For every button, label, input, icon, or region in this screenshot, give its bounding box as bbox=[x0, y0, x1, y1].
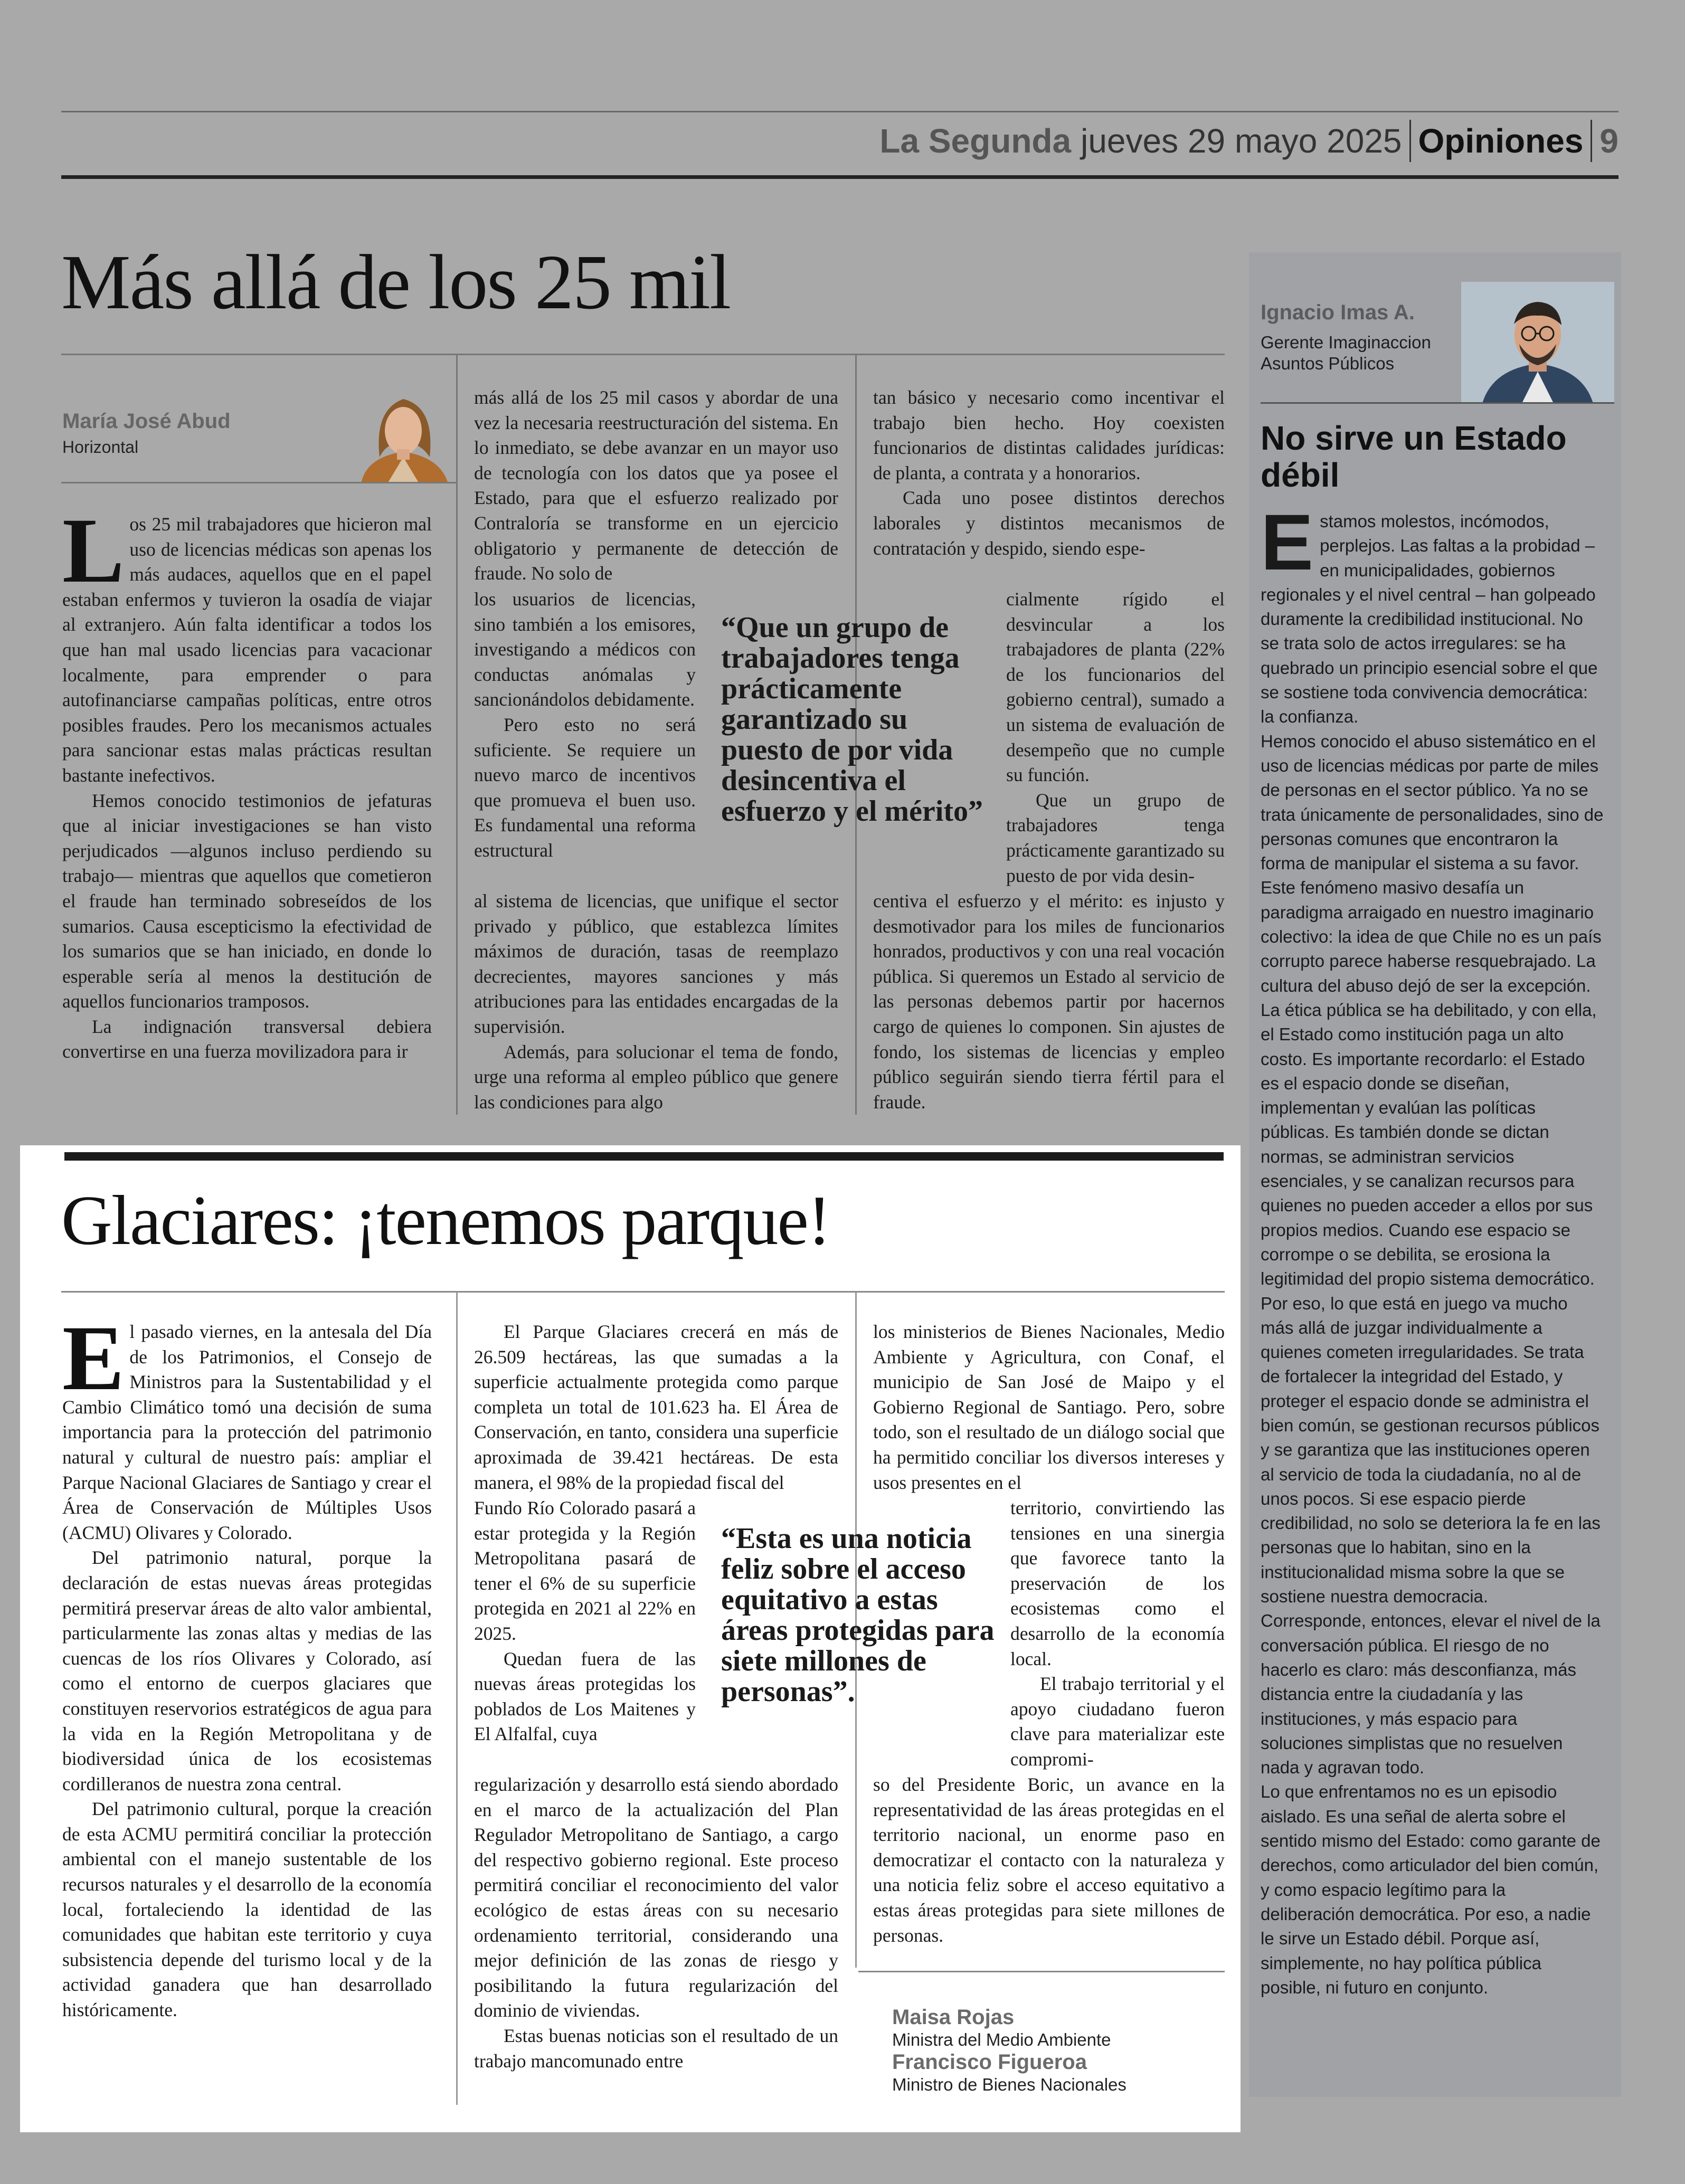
paragraph: so del Presidente Boric, un avance en la representatividad de las áreas protegidas en el territorio nacional, un enorme paso en democratizar el contacto con la naturaleza y una noticia feliz sobre el acceso equitativo a estas áreas protegidas para siete millones de personas. bbox=[873, 1774, 1225, 1946]
author-photo-ignacio-imas bbox=[1461, 282, 1614, 403]
dropcap: E bbox=[1261, 498, 1314, 586]
article2-headline: Glaciares: ¡tenemos parque! bbox=[61, 1181, 830, 1259]
dropcap: L bbox=[62, 499, 125, 602]
author-role: Horizontal bbox=[62, 438, 139, 457]
paragraph: Estas buenas noticias son el resultado de un trabajo mancomunado entre bbox=[474, 2025, 838, 2072]
article1-author bbox=[62, 410, 231, 457]
article2-top-bar bbox=[64, 1152, 1224, 1161]
article2-signoff bbox=[892, 2006, 1127, 2095]
paragraph: Lo que enfrentamos no es un episodio aislado. Es una señal de alerta sobre el sentido mismo del Estado: como garante de derechos, como articulador del bien común, y como espacio legítimo para la deliberación democrática. Por eso, a nadie le sirve un Estado débil. Porque así, simplemente, no hay política pública posible, ni futuro en conjunto. bbox=[1261, 1782, 1601, 1997]
paragraph: l pasado viernes, en la antesala del Día de los Patrimonios, el Consejo de Ministros para la Sustentabilidad y el Cambio Climático tomó una decisión de suma importancia para la protección del patrimonio natural y cultural de nuestro país: ampliar el Parque Nacional Glaciares de Santiago y crear el Área de Conservación de Múltiples Usos (ACMU) Olivares y Colorado. bbox=[62, 1321, 432, 1543]
article1-pullquote: “Que un grupo de trabajadores tenga prácticamente garantizado su puesto de por vida desincentiva el esfuerzo y el mérito” bbox=[721, 611, 983, 828]
paragraph: Corresponde, entonces, elevar el nivel de la conversación pública. El riesgo de no hacerlo es claro: más desconfianza, más distancia entre la ciudadanía y las instituciones, y más espacio para soluciones simplistas que no resuelven nada y agravan todo. bbox=[1261, 1611, 1601, 1778]
article2-column-2-narrow bbox=[474, 1496, 696, 1747]
masthead-separator bbox=[1591, 120, 1592, 162]
masthead bbox=[879, 117, 1618, 165]
page-number: 9 bbox=[1599, 122, 1618, 160]
author-role bbox=[1261, 332, 1431, 374]
paragraph: los ministerios de Bienes Nacionales, Medio Ambiente y Agricultura, con Conaf, el municipio de San José de Maipo y el Gobierno Regional de Santiago. Pero, sobre todo, son el resultado de un diálogo social que ha permitido conciliar los diversos intereses y usos presentes en el bbox=[873, 1321, 1225, 1493]
column-divider bbox=[456, 1292, 458, 2105]
paragraph: Cada uno posee distintos derechos laborales y distintos mecanismos de contratación y despido, siendo espe- bbox=[873, 487, 1225, 559]
masthead-separator bbox=[1409, 120, 1411, 162]
paragraph: La ética pública se ha debilitado, y con ella, el Estado como institución paga un alto costo. Es importante recordarlo: el Estado es el espacio donde se diseñan, implementan y evalúan las políticas públicas. Es también donde se dictan normas, se administran servicios esenciales, y se canalizan recursos para quienes no pueden acceder a ellos por sus propios medios. Cuando ese espacio se corrompe o se debilita, se erosiona la legitimidad del propio sistema democrático. bbox=[1261, 1000, 1597, 1289]
article2-column-3-top bbox=[873, 1319, 1225, 1495]
paragraph: La indignación transversal debiera convertirse en una fuerza movilizadora para ir bbox=[62, 1015, 432, 1062]
article2-column-2-bottom bbox=[474, 1772, 838, 2074]
signoff-rule bbox=[858, 1971, 1225, 1972]
paragraph: centiva el esfuerzo y el mérito: es injusto y desmotivador para los miles de funcionarios honrados, productivos y con una real vocación pública. Si queremos un Estado al servicio de las personas debemos partir por hacernos cargo de quienes lo componen. Sin ajustes de fondo, los sistemas de licencias y empleo público seguirán siendo tierra fértil para el fraude. bbox=[873, 890, 1225, 1113]
paragraph: El trabajo territorial y el apoyo ciudadano fueron clave para materializar este compromi- bbox=[1010, 1673, 1225, 1770]
paragraph: cialmente rígido el desvincular a los trabajadores de planta (22% de los funcionarios del gobierno central), sumado a un sistema de evaluación de desempeño que no cumple su función. bbox=[1006, 588, 1225, 786]
author-photo-maria-jose-abud bbox=[351, 378, 456, 483]
article1-headline-rule bbox=[61, 354, 1225, 355]
paragraph: más allá de los 25 mil casos y abordar de una vez la necesaria reestructuración del sistema. En lo inmediato, se debe avanzar en un mayor uso de tecnología con los datos que ya posee el Estado, para que el esfuerzo realizado por Contraloría se transforme en un ejercicio obligatorio y permanente de detección de fraude. No solo de bbox=[474, 387, 838, 584]
paragraph: os 25 mil trabajadores que hicieron mal uso de licencias médicas son apenas los más audaces, aquellos que en el papel estaban enfermos y tuvieron la osadía de viajar al extranjero. Aún falta identificar a todos los que han mal usado licencias para vacacionar localmente, para emprender o para autofinanciarse campañas políticas, entre otros posibles fraudes. Pero los mecanismos actuales para sancionar estas malas prácticas resultan bastante inefectivos. bbox=[62, 514, 432, 786]
newspaper-name: La Segunda bbox=[879, 122, 1072, 160]
author-name: María José Abud bbox=[62, 410, 231, 433]
article2-column-3-narrow bbox=[1010, 1496, 1225, 1772]
author-role-line: Gerente Imaginaccion bbox=[1261, 333, 1431, 352]
paragraph: Del patrimonio natural, porque la declaración de estas nuevas áreas protegidas permitirá preservar áreas de alto valor ambiental, particularmente las zonas altas y medias de las cuencas de los ríos Olivares y Colorado, así como el entorno de cuerpos glaciares que constituyen reservorios estratégicos de agua para la vida en la Región Metropolitana y de biodiversidad única de los ecosistemas cordilleranos de nuestra zona central. bbox=[62, 1547, 432, 1794]
article1-column-3-narrow bbox=[1006, 587, 1225, 888]
paragraph: Fundo Río Colorado pasará a estar protegida y la Región Metropolitana pasará de tener el 6% de su superficie protegida en 2021 al 22% en 2025. bbox=[474, 1497, 696, 1644]
article1-column-3-bottom bbox=[873, 889, 1225, 1115]
article2-column-3-bottom bbox=[873, 1772, 1225, 1948]
paragraph: stamos molestos, incómodos, perplejos. Las faltas a la probidad – en municipalidades, gobiernos regionales y el nivel central – han golpeado duramente la credibilidad institucional. No se trata solo de actos irregulares: se ha quebrado un principio esencial sobre el que se sostiene toda convivencia democrática: la confianza. bbox=[1261, 511, 1598, 727]
column-divider bbox=[456, 355, 458, 1115]
paragraph: Pero esto no será suficiente. Se requiere un nuevo marco de incentivos que promueva el buen uso. Es fundamental una reforma estructural bbox=[474, 714, 696, 861]
author-rule bbox=[61, 482, 457, 483]
paragraph: Además, para solucionar el tema de fondo, urge una reforma al empleo público que genere las condiciones para algo bbox=[474, 1041, 838, 1113]
dropcap: E bbox=[62, 1307, 125, 1410]
sidebar-title: No sirve un Estado débil bbox=[1261, 419, 1567, 494]
masthead-top-rule bbox=[61, 111, 1618, 112]
signer-role: Ministra del Medio Ambiente bbox=[892, 2030, 1111, 2049]
paragraph: territorio, convirtiendo las tensiones en una sinergia que favorece tanto la preservación de los ecosistemas como el desarrollo de la economía local. bbox=[1010, 1497, 1225, 1669]
article1-column-2-bottom bbox=[474, 889, 838, 1115]
article2-column-2-top bbox=[474, 1319, 838, 1495]
article1-column-2-top bbox=[474, 385, 838, 586]
paragraph: Quedan fuera de las nuevas áreas protegidas los poblados de Los Maitenes y El Alfalfal, cuya bbox=[474, 1648, 696, 1745]
section-name: Opiniones bbox=[1418, 122, 1584, 160]
sidebar-author bbox=[1261, 301, 1431, 374]
article1-column-1 bbox=[62, 499, 432, 1065]
paragraph: Hemos conocido testimonios de jefaturas que al iniciar investigaciones se han visto perjudicados —algunos incluso perdiendo su trabajo— mientras que aquellos que cometieron el fraude han terminado sobreseídos de los sumarios. Causa escepticismo la efectividad de los sumarios que se han iniciado, en donde lo esperable sería al menos la destitución de aquellos funcionarios tramposos. bbox=[62, 790, 432, 1012]
article2-pullquote: “Esta es una noticia feliz sobre el acceso equitativo a estas áreas protegidas para siete millones de personas”. bbox=[721, 1522, 995, 1708]
article1-headline: Más allá de los 25 mil bbox=[61, 239, 731, 326]
paragraph: Que un grupo de trabajadores tenga prácticamente garantizado su puesto de por vida desin- bbox=[1006, 789, 1225, 886]
sidebar-body bbox=[1261, 498, 1604, 2000]
author-role-line: Asuntos Públicos bbox=[1261, 354, 1395, 373]
article2-column-1 bbox=[62, 1307, 432, 2023]
paragraph: Del patrimonio cultural, porque la creación de esta ACMU permitirá conciliar la protección ambiental con el manejo sustentable de los recursos naturales y el desarrollo de la economía local, fortaleciendo la identidad de las comunidades que habitan este territorio y cuya subsistencia depende del turismo local y de la actividad ganadera que han desarrollado históricamente. bbox=[62, 1798, 432, 2021]
issue-date: jueves 29 mayo 2025 bbox=[1081, 122, 1402, 160]
paragraph: El Parque Glaciares crecerá en más de 26.509 hectáreas, las que sumadas a la superficie actualmente protegida como parque completa un total de 101.623 ha. El Área de Conservación, en tanto, considera una superficie aproximada de 39.421 hectáreas. De esta manera, el 98% de la propiedad fiscal del bbox=[474, 1321, 838, 1493]
article1-column-2-narrow bbox=[474, 587, 696, 863]
signer-role: Ministro de Bienes Nacionales bbox=[892, 2075, 1127, 2094]
article1-column-3-top bbox=[873, 385, 1225, 561]
signer-name: Francisco Figueroa bbox=[892, 2050, 1087, 2074]
masthead-bottom-rule bbox=[61, 175, 1618, 179]
article2-headline-rule bbox=[61, 1291, 1225, 1293]
signer-name: Maisa Rojas bbox=[892, 2006, 1015, 2029]
paragraph: al sistema de licencias, que unifique el sector privado y público, que establezca límites máximos de duración, tasas de reemplazo decrecientes, mayores sanciones y más atribuciones para las entidades encargadas de la supervisión. bbox=[474, 890, 838, 1037]
paragraph: regularización y desarrollo está siendo abordado en el marco de la actualización del Plan Regulador Metropolitano de Santiago, a cargo del respectivo gobierno regional. Este proceso permitirá conciliar el reconocimiento del valor ecológico de estas áreas con su necesario ordenamiento territorial, considerando una mejor definición de las zonas de riesgo y posibilitando la futura regularización del dominio de viviendas. bbox=[474, 1774, 838, 2021]
sidebar-author-rule bbox=[1261, 402, 1614, 404]
author-name: Ignacio Imas A. bbox=[1261, 301, 1415, 324]
paragraph: los usuarios de licencias, sino también a los emisores, investigando a médicos con conductas anómalas y sancionándolos debidamente. bbox=[474, 588, 696, 710]
paragraph: Hemos conocido el abuso sistemático en el uso de licencias médicas por parte de miles de personas en el sector público. Ya no se trata únicamente de personalidades, sino de personas comunes que encontraron la forma de manipular el sistema a su favor. Este fenómeno masivo desafía un paradigma arraigado en nuestro imaginario colectivo: la idea de que Chile no es un país corrupto parece haberse resquebrajado. La cultura del abuso dejó de ser la excepción. bbox=[1261, 731, 1604, 995]
paragraph: tan básico y necesario como incentivar el trabajo bien hecho. Hoy coexisten funcionarios de distintas calidades jurídicas: de planta, a contrata y a honorarios. bbox=[873, 387, 1225, 483]
paragraph: Por eso, lo que está en juego va mucho más allá de juzgar individualmente a quienes cometen irregularidades. Se trata de fortalecer la integridad del Estado, y proteger el espacio donde se administra el bien común, se gestionan recursos públicos y se garantiza que las instituciones operen al servicio de toda la ciudadanía, no al de unos pocos. Si ese espacio pierde credibilidad, no solo se deteriora la fe en las personas que lo habitan, sino en la institucionalidad misma sobre la que se sostiene nuestra democracia. bbox=[1261, 1293, 1601, 1607]
